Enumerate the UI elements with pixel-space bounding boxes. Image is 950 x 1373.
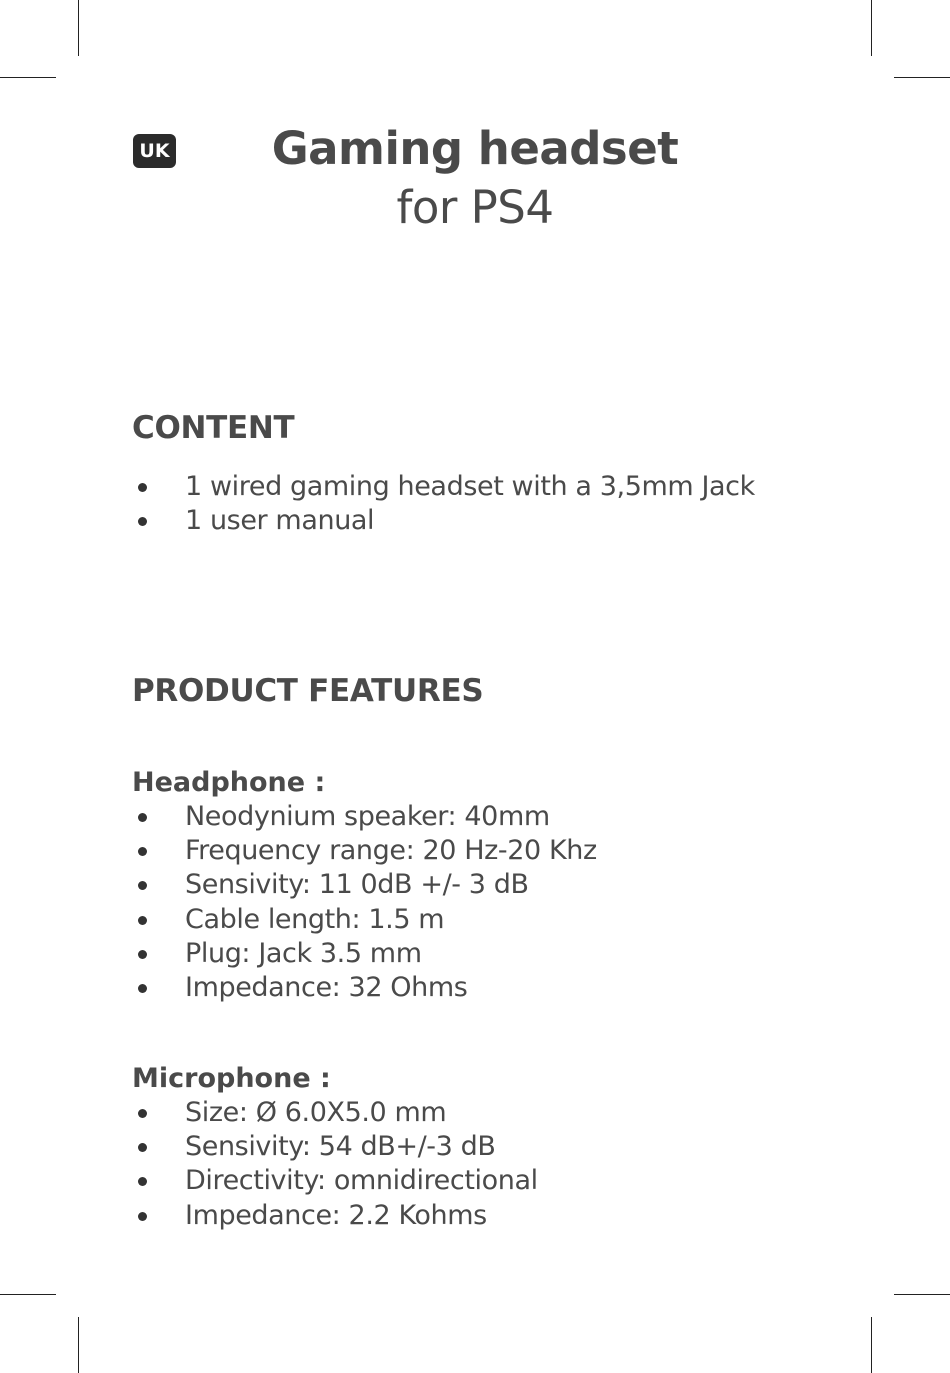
- crop-mark-top-left-vertical: [78, 0, 79, 56]
- list-item-text: 1 user manual: [185, 505, 375, 537]
- list-item-text: Cable length: 1.5 m: [185, 903, 445, 935]
- list-item-text: Plug: Jack 3.5 mm: [185, 937, 422, 969]
- crop-mark-bottom-left-horizontal: [0, 1294, 56, 1295]
- crop-mark-top-left-horizontal: [0, 77, 56, 78]
- bullet-icon: [138, 881, 147, 890]
- list-item-text: Frequency range: 20 Hz-20 Khz: [185, 835, 597, 867]
- crop-mark-top-right-horizontal: [894, 77, 950, 78]
- crop-mark-bottom-right-vertical: [871, 1317, 872, 1373]
- list-item-text: Size: Ø 6.0X5.0 mm: [185, 1097, 447, 1128]
- bullet-icon: [138, 1143, 147, 1152]
- list-item-text: Sensivity: 54 dB+/-3 dB: [185, 1131, 496, 1163]
- bullet-icon: [138, 984, 147, 993]
- bullet-icon: [138, 1212, 147, 1221]
- language-badge: UK: [133, 134, 176, 168]
- page-subtitle: for PS4: [396, 181, 554, 234]
- crop-mark-bottom-right-horizontal: [894, 1294, 950, 1295]
- bullet-icon: [138, 483, 147, 492]
- list-item-text: Directivity: omnidirectional: [185, 1165, 538, 1197]
- headphone-heading: Headphone :: [132, 767, 326, 798]
- bullet-icon: [138, 847, 147, 856]
- list-item-text: 1 wired gaming headset with a 3,5mm Jack: [185, 471, 755, 502]
- list-item-text: Impedance: 2.2 Kohms: [185, 1199, 487, 1231]
- bullet-icon: [138, 1177, 147, 1186]
- title-block: [0, 118, 950, 236]
- list-item-text: Sensivity: 11 0dB +/- 3 dB: [185, 869, 529, 901]
- bullet-icon: [138, 517, 147, 526]
- bullet-icon: [138, 1109, 147, 1118]
- product-features-heading: PRODUCT FEATURES: [132, 673, 484, 709]
- list-item-text: Impedance: 32 Ohms: [185, 971, 468, 1003]
- microphone-heading: Microphone :: [132, 1063, 331, 1094]
- bullet-icon: [138, 813, 147, 822]
- bullet-icon: [138, 916, 147, 925]
- page-title: Gaming headset: [271, 122, 679, 175]
- crop-mark-bottom-left-vertical: [78, 1317, 79, 1373]
- content-heading: CONTENT: [132, 410, 295, 446]
- list-item-text: Neodynium speaker: 40mm: [185, 801, 550, 832]
- bullet-icon: [138, 950, 147, 959]
- crop-mark-top-right-vertical: [871, 0, 872, 56]
